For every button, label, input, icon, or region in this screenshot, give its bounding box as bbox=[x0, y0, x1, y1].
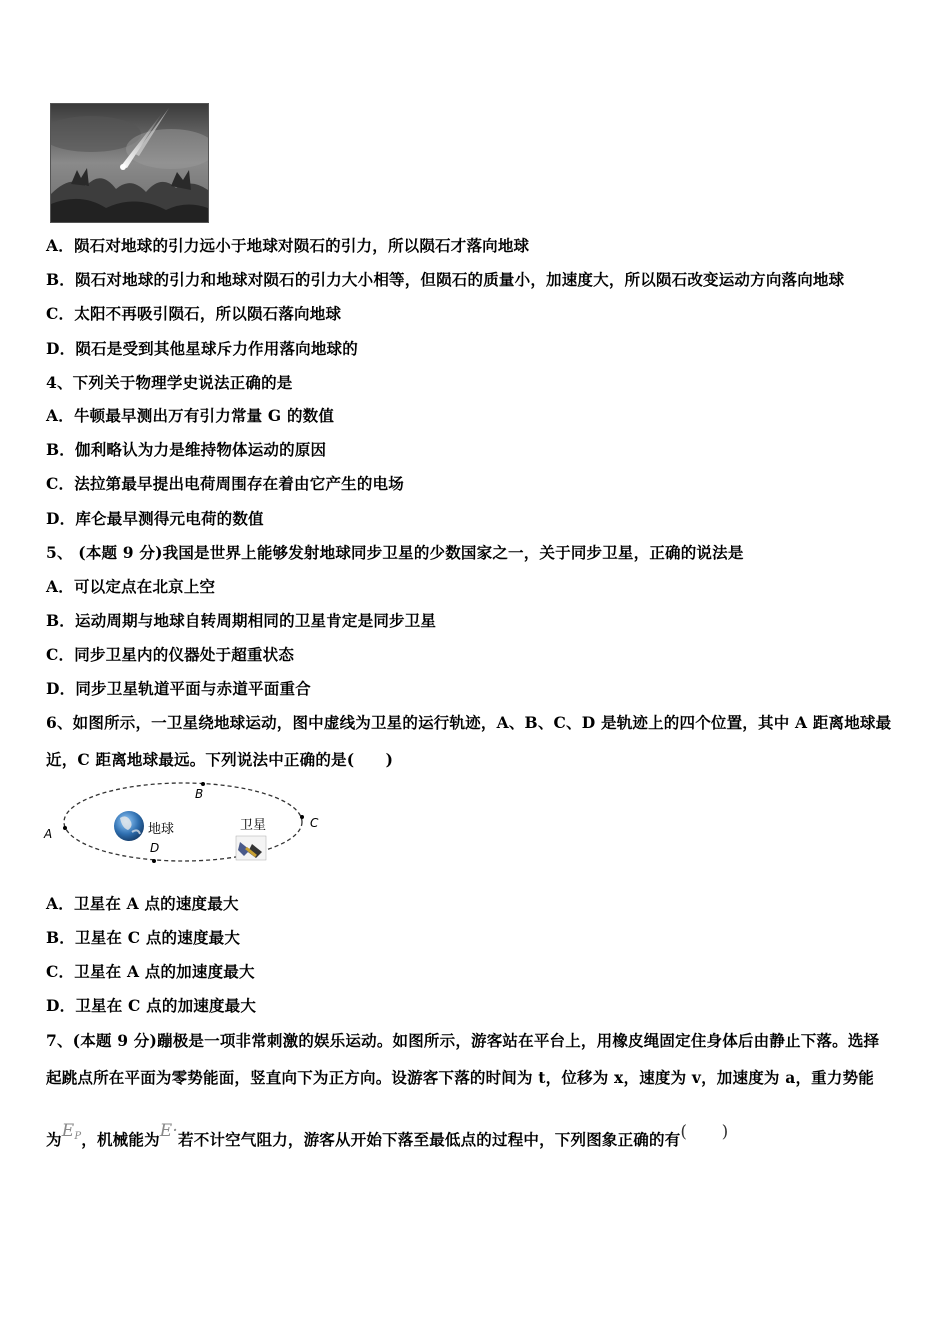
q5-option-d: D．同步卫星轨道平面与赤道平面重合 bbox=[46, 679, 311, 698]
q4-stem: 4、下列关于物理学史说法正确的是 bbox=[46, 373, 293, 392]
q6-option-d: D．卫星在 C 点的加速度最大 bbox=[46, 996, 257, 1015]
q6-option-c: C．卫星在 A 点的加速度最大 bbox=[46, 962, 255, 981]
q5-option-a: A．可以定点在北京上空 bbox=[46, 577, 216, 596]
point-d bbox=[152, 859, 156, 863]
label-c: C bbox=[310, 816, 319, 830]
label-b: B bbox=[195, 787, 204, 801]
q3-option-c: C．太阳不再吸引陨石，所以陨石落向地球 bbox=[46, 304, 342, 323]
point-a bbox=[63, 826, 67, 830]
q3-option-d: D．陨石是受到其他星球斥力作用落向地球的 bbox=[46, 339, 358, 358]
orbit-diagram bbox=[40, 776, 330, 866]
q5-option-b: B．运动周期与地球自转周期相同的卫星肯定是同步卫星 bbox=[46, 611, 437, 630]
q4-option-b: B．伽利略认为力是维持物体运动的原因 bbox=[46, 440, 327, 459]
q5-stem: 5、 (本题 9 分)我国是世界上能够发射地球同步卫星的少数国家之一，关于同步卫星，正确的说法是 bbox=[46, 543, 744, 562]
earth-icon bbox=[114, 811, 144, 841]
label-a: A bbox=[44, 827, 53, 841]
q7-stem-line3: 为EP，机械能为E·若不计空气阻力，游客从开始下落至最低点的过程中，下列图象正确的有( ) bbox=[46, 1121, 729, 1149]
answer-blank: ( ) bbox=[680, 1122, 729, 1142]
meteor-picture bbox=[51, 104, 208, 222]
point-b bbox=[201, 782, 205, 786]
q3-option-a: A．陨石对地球的引力远小于地球对陨石的引力，所以陨石才落向地球 bbox=[46, 236, 530, 255]
q7-stem-line1: 7、(本题 9 分)蹦极是一项非常刺激的娱乐运动。如图所示，游客站在平台上，用橡皮绳固定住身体后由静止下落。选择 bbox=[46, 1031, 880, 1050]
q3-option-b: B．陨石对地球的引力和地球对陨石的引力大小相等，但陨石的质量小，加速度大，所以陨石改变运动方向落向地球 bbox=[46, 270, 845, 289]
q6-stem-line1: 6、如图所示，一卫星绕地球运动，图中虚线为卫星的运行轨迹，A、B、C、D 是轨迹上的四个位置，其中 A 距离地球最 bbox=[46, 713, 892, 732]
q6-option-a: A．卫星在 A 点的速度最大 bbox=[46, 894, 239, 913]
q4-option-c: C．法拉第最早提出电荷周围存在着由它产生的电场 bbox=[46, 474, 404, 493]
label-d: D bbox=[150, 841, 160, 855]
q6-stem-line2: 近，C 距离地球最远。下列说法中正确的是( ) bbox=[46, 750, 394, 769]
orbit-path bbox=[64, 783, 302, 861]
meteor-falling-image bbox=[50, 103, 209, 223]
q7-stem-line2: 起跳点所在平面为零势能面，竖直向下为正方向。设游客下落的时间为 t，位移为 x，速度为 v，加速度为 a，重力势能 bbox=[46, 1068, 874, 1087]
satellite-icon bbox=[236, 836, 266, 860]
mechanical-energy-symbol: E· bbox=[159, 1121, 178, 1141]
q6-option-b: B．卫星在 C 点的速度最大 bbox=[46, 928, 241, 947]
q4-option-d: D．库仑最早测得元电荷的数值 bbox=[46, 509, 264, 528]
earth-label: 地球 bbox=[148, 822, 175, 837]
orbit-figure bbox=[40, 776, 330, 866]
q5-option-c: C．同步卫星内的仪器处于超重状态 bbox=[46, 645, 295, 664]
point-c bbox=[300, 815, 304, 819]
satellite-label: 卫星 bbox=[240, 818, 267, 833]
q4-option-a: A．牛顿最早测出万有引力常量 G 的数值 bbox=[46, 406, 335, 425]
potential-energy-symbol: EP bbox=[61, 1121, 82, 1142]
